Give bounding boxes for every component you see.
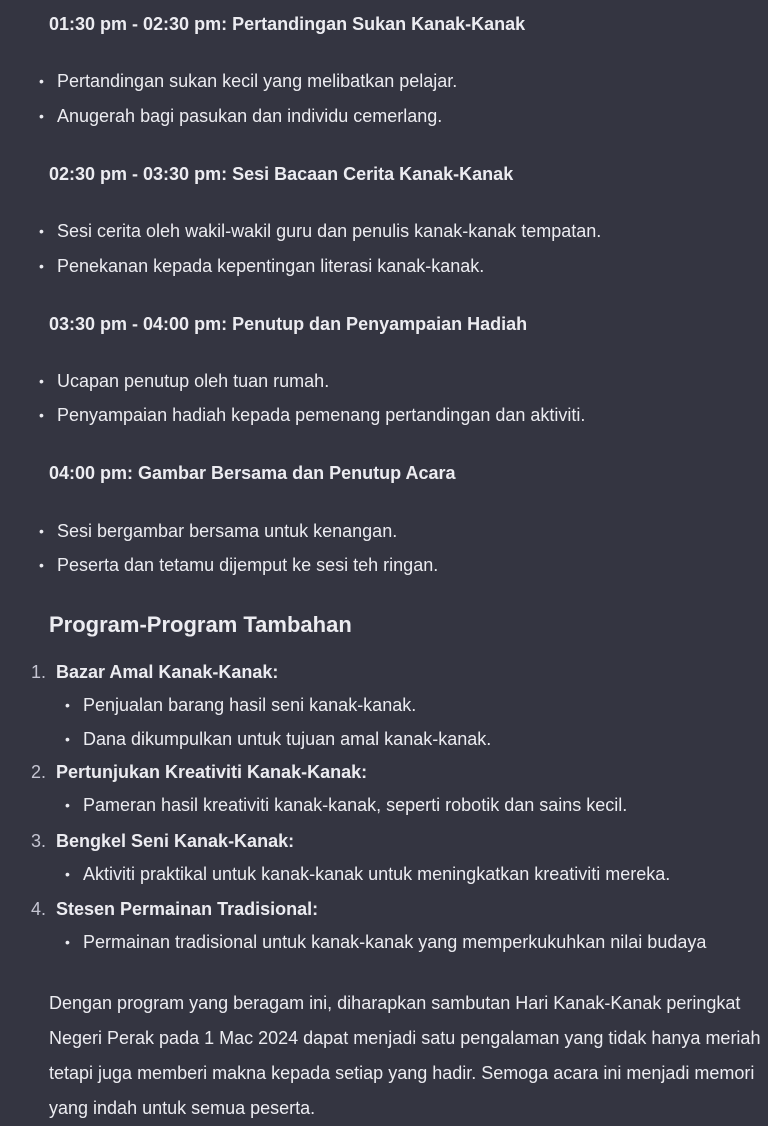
bullet-icon: • [39,557,44,573]
bullet-icon: • [65,731,70,747]
list-item: • Dana dikumpulkan untuk tujuan amal kanak-kanak. [65,729,492,749]
list-item: • Sesi bergambar bersama untuk kenangan. [39,521,398,541]
list-item: • Pertandingan sukan kecil yang melibatkan pelajar. [39,71,458,91]
schedule-title: 03:30 pm - 04:00 pm: Penutup dan Penyampaian Hadiah [49,314,528,334]
list-item: • Sesi cerita oleh wakil-wakil guru dan penulis kanak-kanak tempatan. [39,221,602,241]
bullet-icon: • [65,934,70,950]
bullet-icon: • [65,797,70,813]
closing-paragraph: Dengan program yang beragam ini, diharapkan sambutan Hari Kanak-Kanak peringkat Negeri Perak pada 1 Mac 2024 dapat menjadi satu pengalaman yang tidak hanya meriah tetapi juga memberi makna kepada setiap yang hadir. Semoga acara ini menjadi memori yang indah untuk semua peserta. [49,993,761,1118]
list-item: • Pameran hasil kreativiti kanak-kanak, seperti robotik dan sains kecil. [65,795,628,815]
bullet-icon: • [39,223,44,239]
numbered-item: 3. Bengkel Seni Kanak-Kanak: [31,831,295,851]
bullet-icon: • [39,523,44,539]
numbered-item: 2. Pertunjukan Kreativiti Kanak-Kanak: [31,762,368,782]
list-item: • Penyampaian hadiah kepada pemenang pertandingan dan aktiviti. [39,405,586,425]
numbered-item: 4. Stesen Permainan Tradisional: [31,899,319,919]
bullet-icon: • [39,73,44,89]
list-item: • Aktiviti praktikal untuk kanak-kanak untuk meningkatkan kreativiti mereka. [65,864,671,884]
bullet-icon: • [39,373,44,389]
list-item: • Penekanan kepada kepentingan literasi kanak-kanak. [39,256,485,276]
bullet-icon: • [39,108,44,124]
list-item: • Peserta dan tetamu dijemput ke sesi teh ringan. [39,555,439,575]
schedule-title: 02:30 pm - 03:30 pm: Sesi Bacaan Cerita Kanak-Kanak [49,164,514,184]
list-item: • Permainan tradisional untuk kanak-kanak yang memperkukuhkan nilai budaya [65,932,707,952]
bullet-icon: • [39,258,44,274]
schedule-title: 01:30 pm - 02:30 pm: Pertandingan Sukan Kanak-Kanak [49,14,526,34]
list-item: • Ucapan penutup oleh tuan rumah. [39,371,330,391]
schedule-title: 04:00 pm: Gambar Bersama dan Penutup Acara [49,463,456,483]
list-item: • Anugerah bagi pasukan dan individu cemerlang. [39,106,443,126]
bullet-icon: • [39,407,44,423]
numbered-item: 1. Bazar Amal Kanak-Kanak: [31,662,279,682]
section-heading: Program-Program Tambahan [49,612,352,637]
bullet-icon: • [65,866,70,882]
list-item: • Penjualan barang hasil seni kanak-kanak. [65,695,417,715]
bullet-icon: • [65,697,70,713]
